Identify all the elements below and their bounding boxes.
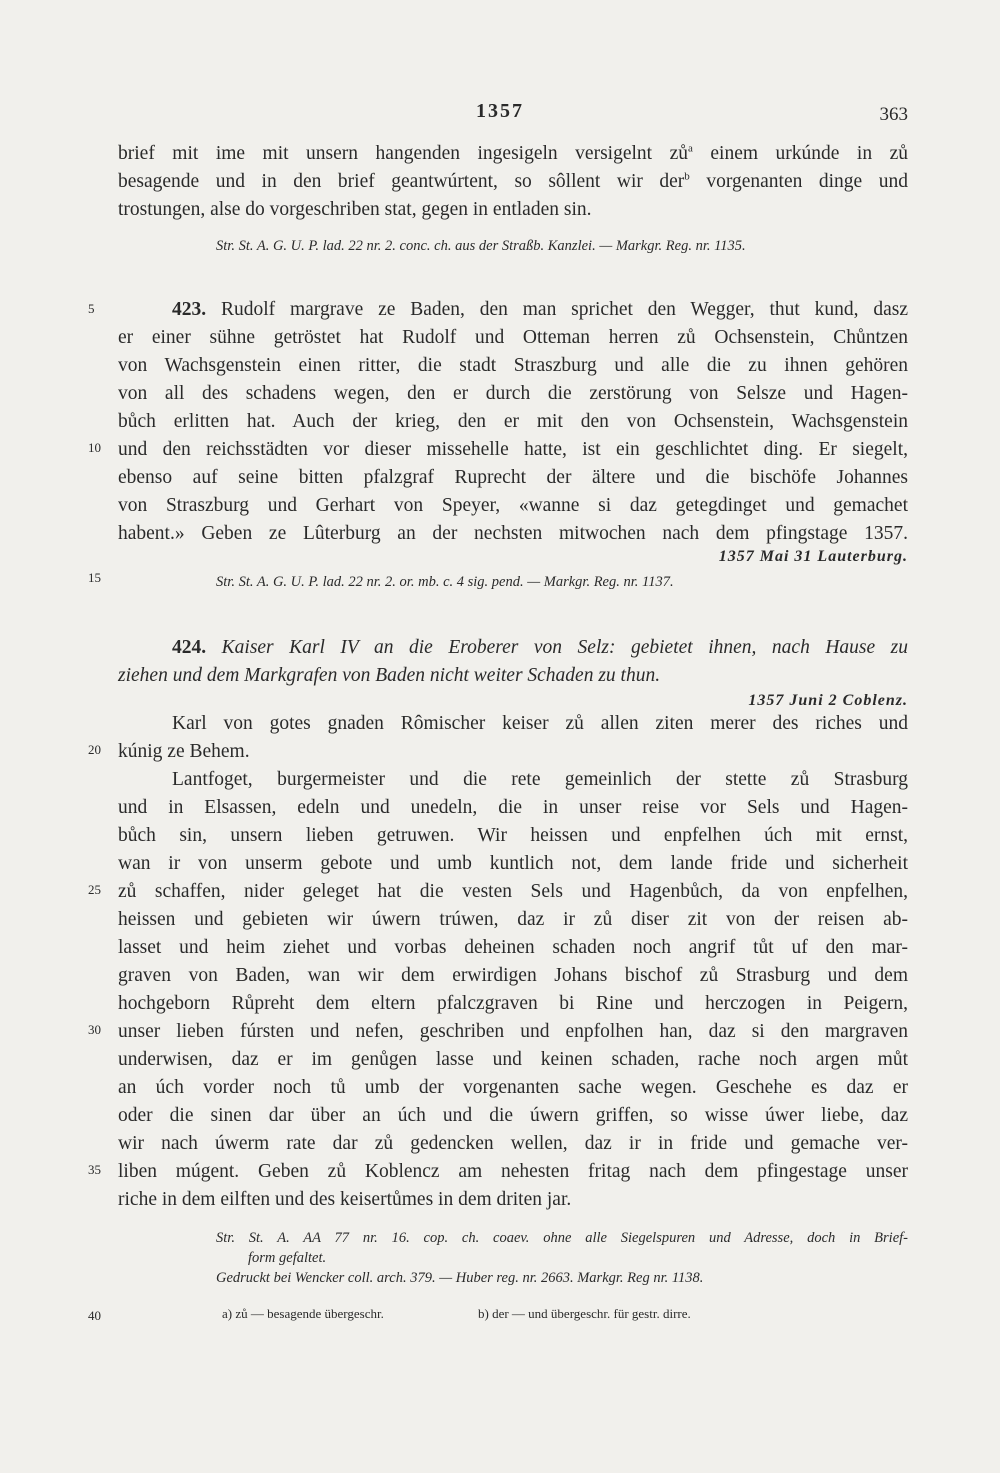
text-fragment: einem urkúnde in zů (692, 143, 908, 164)
text-line: liben múgent. Geben zů Koblencz am nehesten fritag nach dem pfingestage unser (118, 1161, 908, 1182)
line-number: 40 (88, 1308, 101, 1323)
text-line: bůch erlitten hat. Auch der krieg, den er mit den von Ochsenstein, Wachsgenstein (118, 411, 908, 432)
text-line: lasset und heim ziehet und vorbas deheinen schaden noch angrif tůt uf den mar- (118, 937, 908, 958)
source-citation: Str. St. A. AA 77 nr. 16. cop. ch. coaev. ohne alle Siegelspuren und Adresse, doch in Brief- (216, 1230, 908, 1246)
document-date: 1357 Mai 31 Lauterburg. (718, 548, 908, 565)
text-line: er einer sühne getröstet hat Rudolf und Otteman herren zů Ochsenstein, Chůntzen (118, 327, 908, 348)
text-line: underwisen, daz er im genůgen lasse und keinen schaden, rache noch argen můt (118, 1049, 908, 1070)
text-line: riche in dem eilften und des keisertůmes in dem driten jar. (118, 1189, 572, 1210)
text-line: Karl von gotes gnaden Rômischer keiser zů allen ziten merer des riches und (172, 713, 908, 734)
text-line: wan ir von unserm gebote und umb kuntlich not, dem lande fride und sicherheit (118, 853, 908, 874)
text-line (118, 140, 908, 168)
text-line: habent.» Geben ze Lûterburg an der nechsten mitwochen nach dem pfingstage 1357. (118, 523, 908, 544)
line-number: 15 (88, 570, 101, 585)
text-line: bůch sin, unsern lieben getruwen. Wir heissen und enpfelhen úch mit ernst, (118, 825, 908, 846)
document-date: 1357 Juni 2 Coblenz. (748, 692, 908, 709)
line-number: 25 (88, 882, 101, 897)
text-line (118, 168, 908, 196)
text-line: kúnig ze Behem. (118, 741, 250, 762)
text-line: und in Elsassen, edeln und unedeln, die in unser reise vor Sels und Hagen- (118, 797, 908, 818)
text-line: an úch vorder noch tů umb der vorgenanten sache wegen. Geschehe es daz er (118, 1077, 908, 1098)
source-citation: form gefaltet. (248, 1250, 327, 1266)
text-line: trostungen, alse do vorgeschriben stat, gegen in entladen sin. (118, 199, 592, 220)
text-line: und den reichsstädten vor dieser missehelle hatte, ist ein geschlichtet ding. Er siegelt, (118, 439, 908, 460)
source-citation: Str. St. A. G. U. P. lad. 22 nr. 2. or. mb. c. 4 sig. pend. — Markgr. Reg. nr. 1137. (216, 574, 674, 590)
text-line: unser lieben fúrsten und nefen, geschriben und enpfolhen han, daz si den margraven (118, 1021, 908, 1042)
line-number: 10 (88, 440, 101, 455)
text-line: heissen und gebieten wir úwern trúwen, daz ir zů diser zit von der reisen ab- (118, 909, 908, 930)
line-number: 30 (88, 1022, 101, 1037)
source-citation: Str. St. A. G. U. P. lad. 22 nr. 2. conc. ch. aus der Straßb. Kanzlei. — Markgr. Reg. nr. 1135. (216, 238, 746, 254)
footnote-b: b) der — und übergeschr. für gestr. dirre. (478, 1306, 691, 1321)
page-header-year: 1357 (476, 100, 524, 122)
text-line: zů schaffen, nider geleget hat die vesten Sels und Hagenbůch, da von enpfelhen, (118, 881, 908, 902)
page-number: 363 (879, 104, 908, 125)
text-line: hochgeborn Růpreht dem eltern pfalczgraven bi Rine und herczogen in Peigern, (118, 993, 908, 1014)
footnote-a: a) zů — besagende übergeschr. (222, 1306, 384, 1321)
footnote-marker: b (684, 170, 690, 183)
document-title: ziehen und dem Markgrafen von Baden nicht weiter Schaden zu thun. (118, 665, 661, 686)
text-line (172, 296, 908, 324)
text-line: von Straszburg und Gerhart von Speyer, «wanne si daz getegdinget und gemachet (118, 495, 908, 516)
text-line: von Wachsgenstein einen ritter, die stadt Straszburg und alle die zu ihnen gehören (118, 355, 908, 376)
text-fragment: Rudolf margrave ze Baden, den man sprichet den Wegger, thut kund, dasz (220, 299, 909, 320)
footnote-marker: a (687, 142, 693, 155)
document-number: 423. (172, 299, 207, 320)
text-fragment: brief mit ime mit unsern hangenden ingesigeln versigelnt zů (118, 143, 688, 164)
line-number: 5 (88, 301, 95, 316)
line-number: 20 (88, 742, 101, 757)
text-fragment: besagende und in den brief geantwúrtent, so sôllent wir der (118, 171, 685, 192)
document-title: Kaiser Karl IV an die Eroberer von Selz: gebietet ihnen, nach Hause zu (221, 637, 909, 658)
source-citation: Gedruckt bei Wencker coll. arch. 379. — Huber reg. nr. 2663. Markgr. Reg nr. 1138. (216, 1270, 704, 1286)
text-line: oder die sinen dar über an úch und die úwern griffen, so wisse úwer liebe, daz (118, 1105, 908, 1126)
text-line: von all des schadens wegen, den er durch die zerstörung von Selsze und Hagen- (118, 383, 908, 404)
text-line: wir nach úwerm rate dar zů gedencken wellen, daz ir in fride und gemache ver- (118, 1133, 908, 1154)
text-line: ebenso auf seine bitten pfalzgraf Ruprecht der ältere und die bischöfe Johannes (118, 467, 908, 488)
line-number: 35 (88, 1162, 101, 1177)
document-number: 424. (172, 637, 207, 658)
text-line: graven von Baden, wan wir dem erwirdigen Johans bischof zů Strasburg und dem (118, 965, 908, 986)
text-line (172, 634, 908, 662)
text-fragment: vorgenanten dinge und (689, 171, 908, 192)
text-line: Lantfoget, burgermeister und die rete gemeinlich der stette zů Strasburg (172, 769, 908, 790)
